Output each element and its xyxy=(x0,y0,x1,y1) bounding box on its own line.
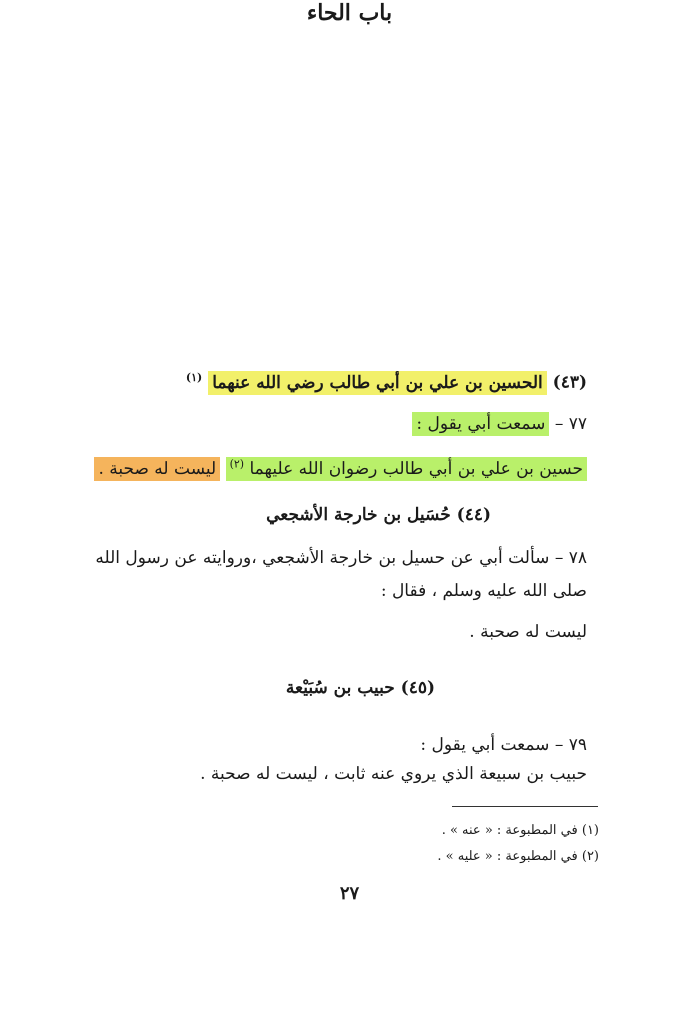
item-77-text-2: حسين بن علي بن أبي طالب رضوان الله عليهما xyxy=(249,458,583,479)
item-77-line-2 xyxy=(94,452,587,481)
entry-45-name: حبيب بن سُبَيْعة xyxy=(285,678,395,698)
entry-43-heading xyxy=(186,366,587,395)
footnote-1 xyxy=(442,819,599,843)
item-79-line-1 xyxy=(420,733,587,757)
entry-45-number: (٤٥) xyxy=(400,678,435,698)
entry-43-footnote-ref: (١) xyxy=(185,371,203,384)
footnote-2-mark: (٢) xyxy=(581,849,599,864)
item-79-dash: – xyxy=(554,735,564,755)
entry-44-heading xyxy=(266,503,491,527)
item-77-text-1: سمعت أبي يقول : xyxy=(412,412,549,436)
item-77-line-1 xyxy=(412,412,587,436)
item-79-number: ٧٩ xyxy=(568,735,587,755)
footnote-divider xyxy=(452,806,598,807)
item-78-dash: – xyxy=(554,548,564,568)
entry-45-heading xyxy=(286,676,435,700)
footnote-2-text: في المطبوعة : « عليه » . xyxy=(437,849,578,864)
item-78-number: ٧٨ xyxy=(568,548,587,568)
chapter-title: باب الحاء xyxy=(306,0,393,26)
item-77-dash: – xyxy=(554,414,564,434)
entry-44-name: حُسَيل بن خارجة الأشجعي xyxy=(266,505,451,525)
item-77-number: ٧٧ xyxy=(568,414,587,434)
item-78-text-1: سألت أبي عن حسيل بن خارجة الأشجعي ،وروايته عن رسول الله xyxy=(95,548,550,568)
item-78-line-3: ليست له صحبة . xyxy=(469,622,587,642)
entry-43-name: الحسين بن علي بن أبي طالب رضي الله عنهما xyxy=(208,371,547,395)
footnote-2 xyxy=(437,845,599,869)
footnote-1-mark: (١) xyxy=(581,823,599,838)
entry-44-number: (٤٤) xyxy=(456,505,491,525)
item-77-highlight-green xyxy=(226,457,587,481)
item-79-text-1: سمعت أبي يقول : xyxy=(420,735,550,755)
item-79-line-2: حبيب بن سبيعة الذي يروي عنه ثابت ، ليست له صحبة . xyxy=(200,764,587,784)
item-77-text-3: ليست له صحبة . xyxy=(94,457,220,481)
item-77-footnote-ref: (٢) xyxy=(229,457,245,470)
entry-43-number: (٤٣) xyxy=(552,372,587,393)
page-number: ٢٧ xyxy=(339,883,360,904)
item-78-line-2: صلى الله عليه وسلم ، فقال : xyxy=(380,581,587,601)
footnote-1-text: في المطبوعة : « عنه » . xyxy=(441,823,578,838)
item-78-line-1 xyxy=(95,546,587,570)
